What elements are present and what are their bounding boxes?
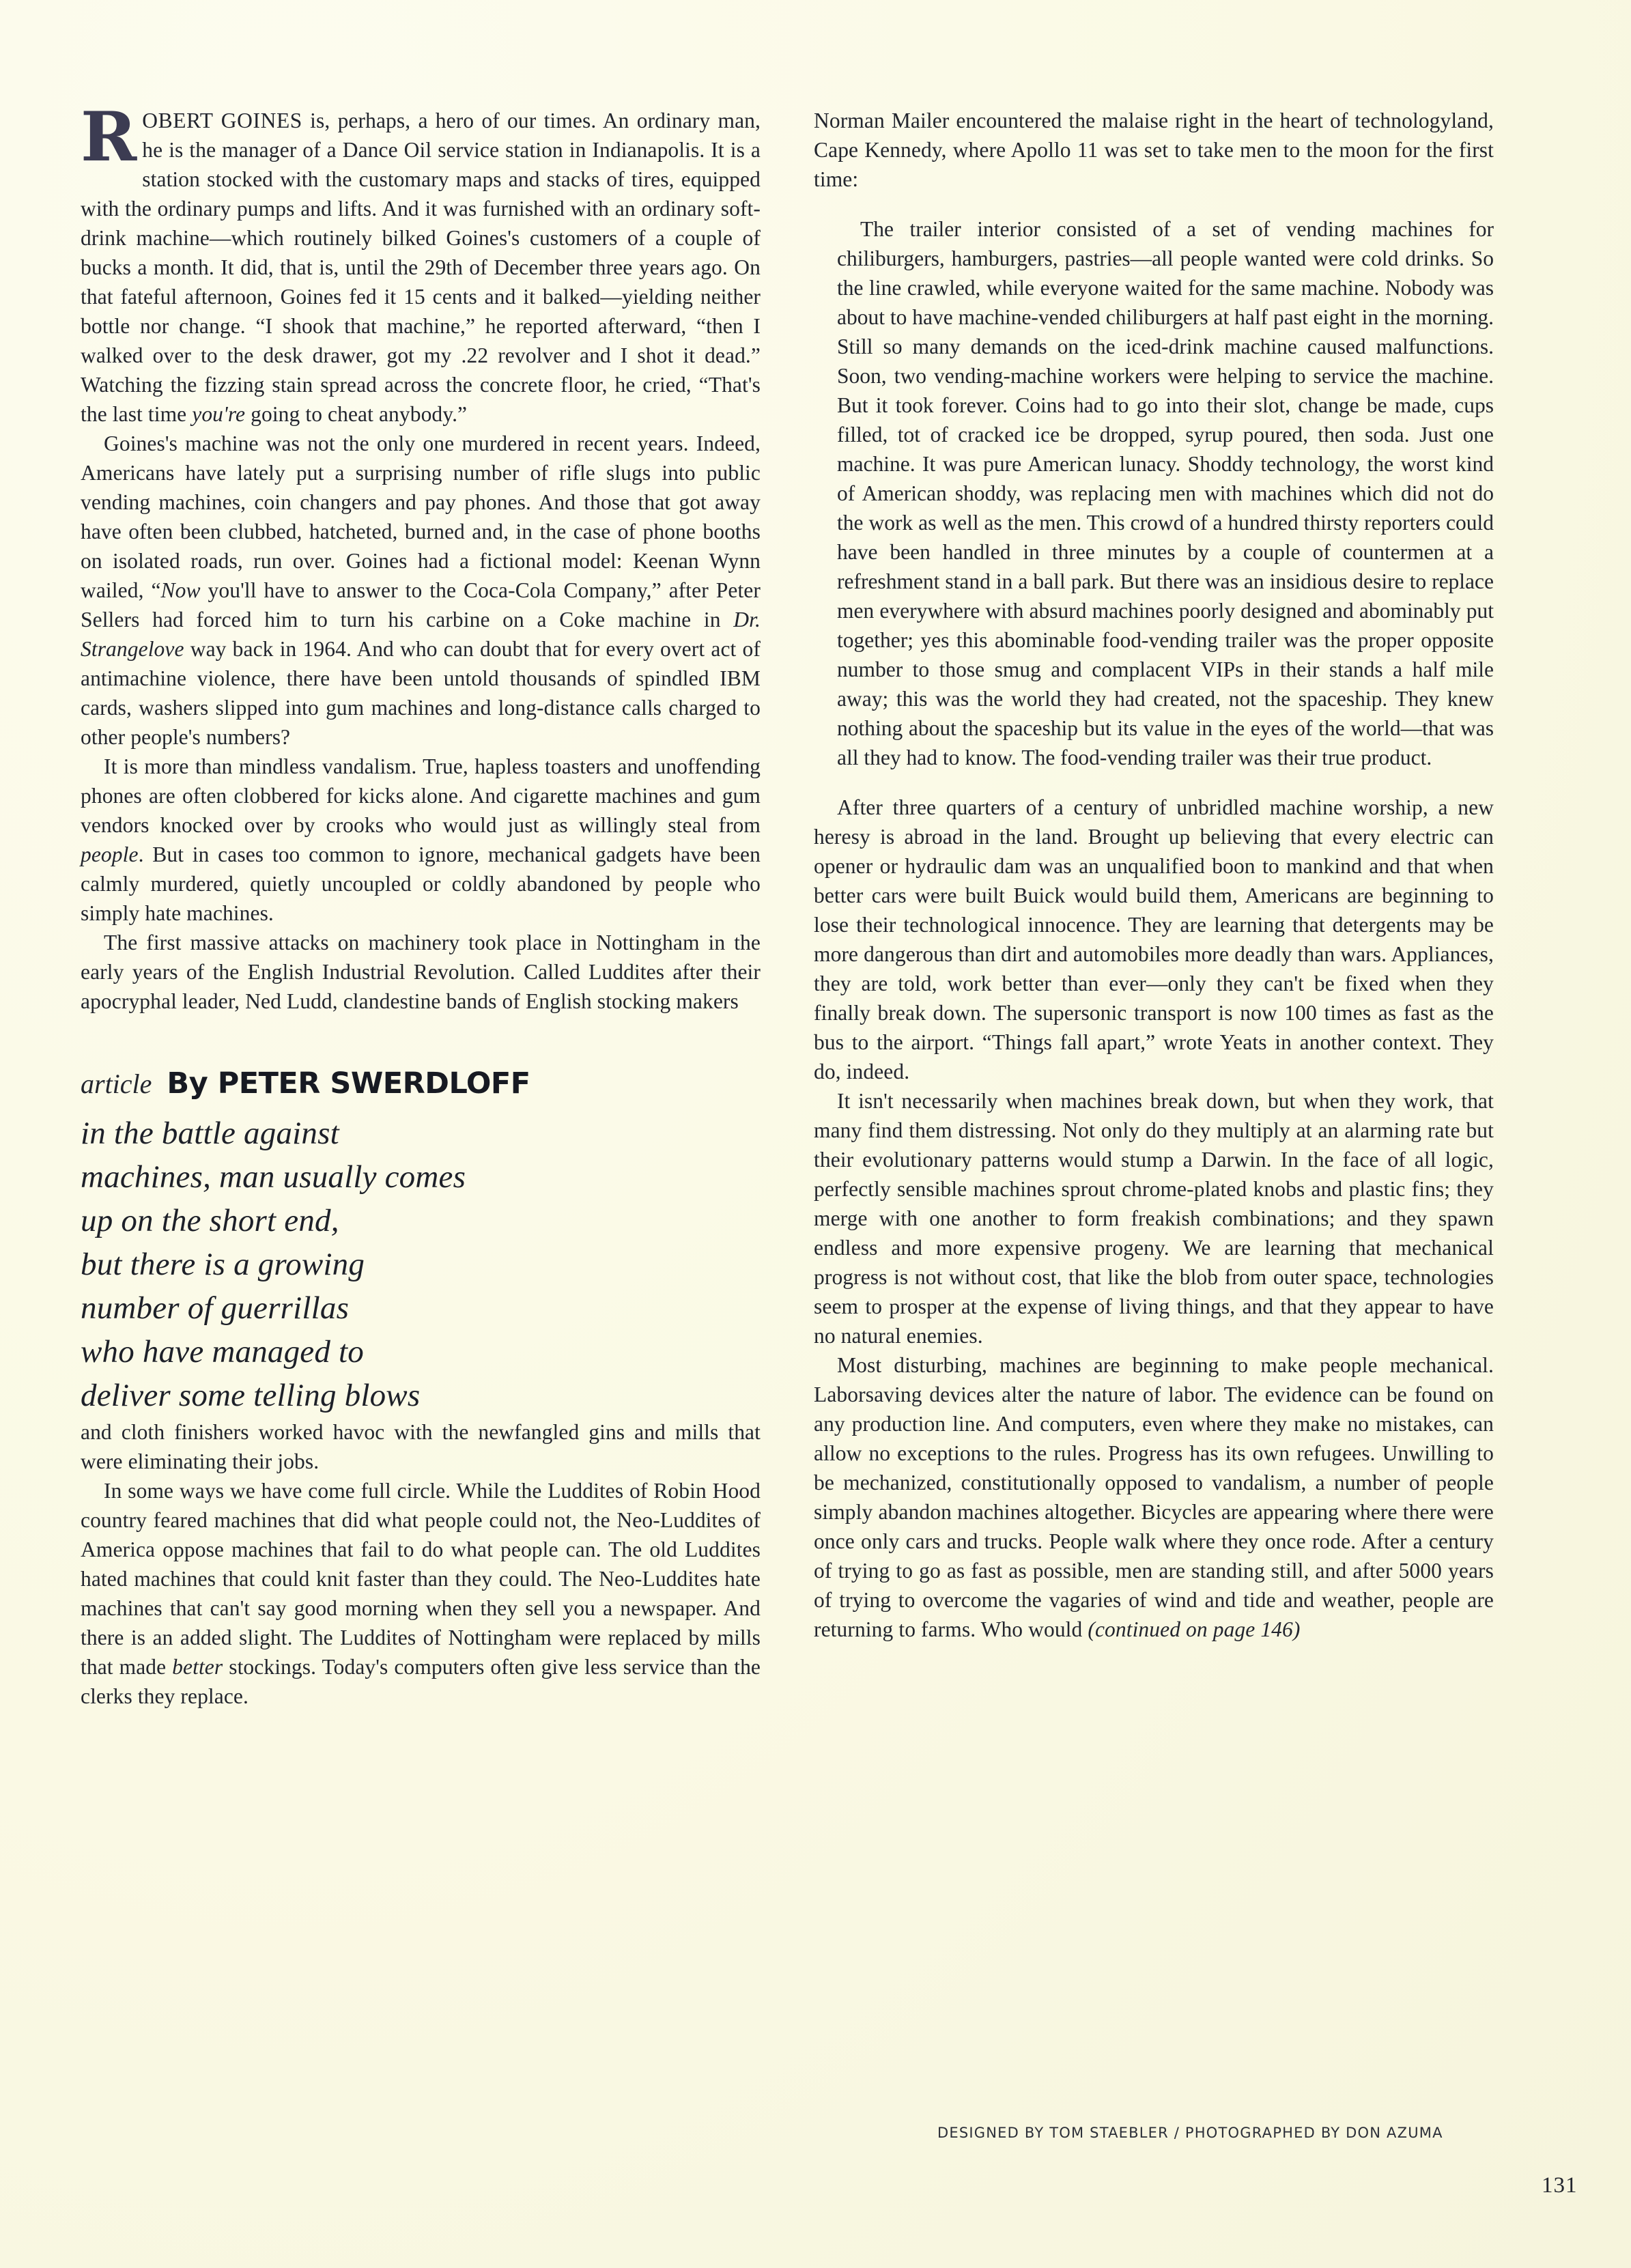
left-paragraph-2-part-c: way back in 1964. And who can doubt that for every overt act of antimachine violence, there have been untold thousands of spindled IBM cards, washers slipped into gum machines and long-distance calls charged to other people's numbers? [81, 637, 761, 749]
deck-line-6: who have managed to [81, 1334, 364, 1370]
deck-line-1: in the battle against [81, 1116, 339, 1151]
deck-line-3: up on the short end, [81, 1203, 339, 1238]
left-paragraph-1-tail: going to cheat anybody.” [245, 402, 468, 426]
drop-cap: R [81, 98, 136, 177]
opening-small-caps: OBERT GOINES [142, 109, 302, 132]
left-paragraph-1-italic: you're [192, 402, 246, 426]
left-paragraph-5: and cloth finishers worked havoc with the newfangled gins and mills that were eliminating their jobs. [81, 1420, 761, 1473]
left-paragraph-6-part-b: stockings. Today's computers often give less service than the clerks they replace. [81, 1655, 761, 1708]
right-paragraph-3: It isn't necessarily when machines break down, but when they work, that many find them distressing. Not only do they multiply at an alarming rate but their evolutionary patterns would stump a Darwin. In the face of all logic, perfectly sensible machines sprout chrome-plated knobs and plastic fins; they merge with one another to form freakish combinations; and they spawn endless and more expensive progeny. We are learning that mechanical progress is not without cost, that like the blob from outer space, technologies seem to prosper at the expense of living things, and that they appear to have no natural enemies. [814, 1089, 1494, 1348]
left-paragraph-3-italic-people: people [81, 842, 139, 866]
left-paragraph-6-italic-better: better [172, 1655, 223, 1679]
right-column [814, 106, 1494, 1711]
left-paragraph-3-part-b: . But in cases too common to ignore, mechanical gadgets have been calmly murdered, quietly uncoupled or coldly abandoned by people who simply hate machines. [81, 842, 761, 925]
left-paragraph-3 [81, 752, 761, 928]
left-paragraph-2-part-b: you'll have to answer to the Coca-Cola Company,” after Peter Sellers had forced him to turn his carbine on a Coke machine in [81, 578, 761, 632]
left-paragraph-3-part-a: It is more than mindless vandalism. True, hapless toasters and unoffending phones are often clobbered for kicks alone. And cigarette machines and gum vendors knocked over by crooks who would just as willingly steal from [81, 754, 761, 837]
byline-kicker: article [81, 1068, 152, 1099]
design-photo-credits: DESIGNED BY TOM STAEBLER / PHOTOGRAPHED BY DON AZUMA [937, 2125, 1443, 2141]
left-paragraph-2-part-a: Goines's machine was not the only one murdered in recent years. Indeed, Americans have lately put a surprising number of rifle slugs into public vending machines, coin changers and pay phones. And those that got away have often been clubbed, hatcheted, burned and, in the case of phone booths on isolated roads, run over. Goines had a fictional model: Keenan Wynn wailed, “ [81, 431, 761, 602]
mailer-extract-text: The trailer interior consisted of a set of vending machines for chiliburgers, hamburgers, pastries—all people wanted were cold drinks. So the line crawled, while everyone waited for the same machine. Nobody was about to have machine-vended chiliburgers at half past eight in the morning. Still so many demands on the iced-drink machine caused malfunctions. Soon, two vending-machine workers were helping to service the machine. But it took forever. Coins had to go into their slot, change be made, cups filled, tot of cracked ice be dropped, syrup poured, then soda. Just one machine. It was pure American lunacy. Shoddy technology, the worst kind of American shoddy, was replacing men with machines which did not do the work as well as the men. This crowd of a hundred thirsty reporters could have been handled in three minutes by a couple of countermen at a refreshment stand in a ball park. But there was an insidious desire to replace men everywhere with absurd machines poorly designed and abominably put together; yes this abominable food-vending trailer was the proper opposite number to those smug and complacent VIPs in their stands a half mile away; this was the world they had created, not the spaceship. They knew nothing about the spaceship but its value in the eyes of the world—that was all they had to know. The food-vending trailer was their true product. [837, 217, 1494, 769]
deck-line-5: number of guerrillas [81, 1290, 350, 1326]
deck-line-2: machines, man usually comes [81, 1159, 466, 1195]
right-paragraph-1: Norman Mailer encountered the malaise right in the heart of technologyland, Cape Kennedy, where Apollo 11 was set to take men to the moon for the first time: [814, 109, 1494, 191]
article-deck [81, 1111, 761, 1417]
right-paragraph-4-body: Most disturbing, machines are beginning to make people mechanical. Laborsaving devices alter the nature of labor. The evidence can be found on any production line. And computers, even where they make no mistakes, can allow no exceptions to the rules. Progress has its own refugees. Unwilling to be mechanized, constitutionally opposed to vandalism, a number of people simply abandon machines altogether. Bicycles are appearing where there were once only cars and trucks. People walk where they once rode. After a century of trying to go as fast as possible, men are standing still, and after 5000 years of trying to overcome the vagaries of wind and tide and weather, people are returning to farms. Who would [814, 1353, 1494, 1641]
right-paragraph-2: After three quarters of a century of unbridled machine worship, a new heresy is abroad in the land. Brought up believing that every electric can opener or hydraulic dam was an unqualified boon to mankind and that when better cars were built Buick would build them, Americans are beginning to lose their technological innocence. They are learning that detergents may be more dangerous than dirt and automobiles more deadly than wars. Appliances, they are told, work better than ever—only they can't be fixed when they finally break down. The supersonic transport is now 100 times as fast as the bus to the airport. “Things fall apart,” wrote Yeats in another context. They do, indeed. [814, 795, 1494, 1083]
left-paragraph-1-body: is, perhaps, a hero of our times. An ordinary man, he is the manager of a Dance Oil service station in Indianapolis. It is a station stocked with the customary maps and stacks of tires, equipped with the ordinary pumps and lifts. And it was furnished with an ordinary soft-drink machine—which routinely bilked Goines's customers of a couple of bucks a month. It did, that is, until the 29th of December three years ago. On that fateful afternoon, Goines fed it 15 cents and it balked—yielding neither bottle nor change. “I shook that machine,” he reported afterward, “then I walked over to the desk drawer, got my .22 revolver and I shot it dead.” Watching the fizzing stain spread across the concrete floor, he cried, “That's the last time [81, 109, 761, 426]
left-paragraph-6 [81, 1476, 761, 1711]
left-paragraph-2 [81, 429, 761, 752]
left-paragraph-2-italic-title: Dr. Strangelove [81, 608, 761, 661]
left-paragraph-6-part-a: In some ways we have come full circle. While the Luddites of Robin Hood country feared machines that did what people could not, the Neo-Luddites of America oppose machines that fail to do what people can. The old Luddites hated machines that could knit faster than they could. The Neo-Luddites hate machines that can't say good morning when they sell you a newspaper. And there is an added slight. The Luddites of Nottingham were replaced by mills that made [81, 1479, 761, 1679]
continued-reference: (continued on page 146) [1088, 1617, 1301, 1641]
left-paragraph-2-italic-now: Now [160, 578, 201, 602]
byline-block [81, 1066, 761, 1417]
mailer-extract [814, 214, 1494, 772]
page-number: 131 [1542, 2173, 1578, 2198]
byline-row [81, 1066, 761, 1101]
two-column-layout [81, 98, 1494, 1711]
deck-line-4: but there is a growing [81, 1247, 365, 1282]
left-paragraph-4: The first massive attacks on machinery took place in Nottingham in the early years of the English Industrial Revolution. Called Luddites after their apocryphal leader, Ned Ludd, clandestine bands of English stocking makers [81, 931, 761, 1013]
deck-line-7: deliver some telling blows [81, 1378, 421, 1413]
right-paragraph-4 [814, 1350, 1494, 1644]
left-paragraph-1 [81, 98, 761, 429]
left-column [81, 98, 761, 1711]
byline-author: By PETER SWERDLOFF [167, 1066, 530, 1101]
